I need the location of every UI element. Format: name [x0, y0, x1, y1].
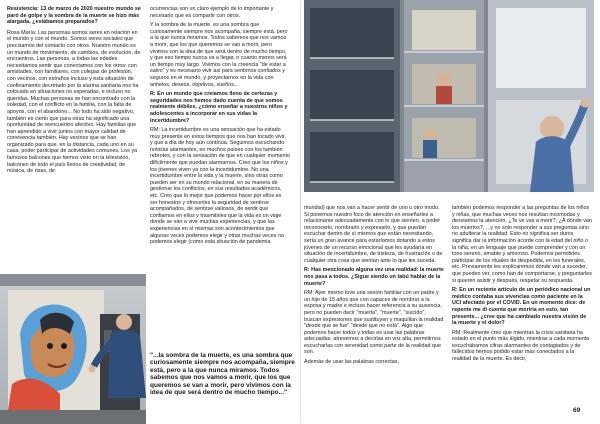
- question-tabu-muerte: R: Has mencionado alguna vez una realidad: la muerte nos pasa a todos. ¿Sigue siendo un tabú hablar de la muerte?: [304, 267, 444, 287]
- left-column-2: [150, 6, 290, 346]
- answer-tabu-muerte: RM: Ayer mismo tuve una sesión familiar con un padre y un hijo de 15 años que con capaces de nombrar a la esposa y madre e incluso hacer referencia a su ausencia, pero no pueden decir "muerta", "muerte", "suicido", buscan expresiones que sustituyen y maquillan la realidad "desde que se fue" "desde que no está". Algo que podemos hacer todos y todas es usar las palabras adecuadas, atrevernos a decirlas en voz alta, permitirnos escucharlas con serenidad como parte de la realidad que son.: [304, 290, 444, 356]
- question-incertidumbre: R: En un mundo que creíamos lleno de certezas y seguridades nos hemos dado cuenta de que somos realmente débiles, ¿cómo enseñar a nuestros niños y adolescentes a incorporar en sus vidas la incertidumbre?: [150, 91, 288, 124]
- paragraph: también podemos responder a las preguntas de los niños y niñas, que muchas veces nos resultan incomodas y desviamos la atención. ¿Te ve vas a morir?, ¿A dónde van los muertos?, ...y no solo responder a sus preguntas sino no adulterar la realidad. Esto no significa ser duros significa dar la información acorde con la edad del niño o la niña, en un lenguaje que puede comprender y con un tono sereno, amable y amoroso. Podemos permitirles participar de los rituales de despedida, en los funerales, etc. Previamente les explicaremos dónde van a suceder, que pueden ver, como han de comportarse, y preguntarles si quieren asistir y después, respetar su respuesta.: [452, 205, 592, 284]
- right-column-1: [304, 205, 444, 417]
- left-column-1: [7, 6, 142, 268]
- paragraph: Además de usar las palabras correctas,: [304, 359, 399, 366]
- paragraph: Y la sombra de la muerte, es una sombra que curiosamente siempre nos acompaña, siempre está, pero a la que nunca miramos. Todos sabemos que nos vamos a morir, que los que queremos se van a morir, pero vivimos con la idea de que será dentro de mucho tiempo, y que eso tiempo nunca va a llegar, o cuanto menos será un tiempo muy largo. Vivimos con la creencia "de estar a salvo" y es necesario vivir así para sentirnos confiados y seguros en el mundo, y proyectarnos en la vida con anhelos, deseos, objetivos, sueños...: [150, 22, 288, 88]
- page-gutter: [300, 0, 301, 424]
- photo-balconies: [304, 0, 594, 192]
- interview-intro-question: Resistencia: 13 de marzo de 2020 nuestro mundo se paró de golpe y la sombra de la muerte se hizo más alargada, ¿estábamos preparados?: [7, 6, 141, 26]
- mural-painter-image: [0, 274, 146, 424]
- balconies-image: [304, 0, 594, 192]
- answer-covid-uci: RM: Realmente creo que mientras la crisis sanitaria ha estado en el punto más álgido, mientras a cada momento escuchábamos cifras alarmantes de contagiados y de fallecidos hemos podido estar más conectados a la realidad de la muerte. Es decir,: [452, 329, 590, 363]
- page-number: 69: [573, 407, 581, 414]
- rosa-maria-answer: Rosa María: Las personas somos seres en relación en el mundo y con el mundo. Somos seres sociales que precisamos del contacto con otros. Nuestro mundo es un mundo de movimiento, de cambios, de evolución, de encuentros. Las personas, a todas las edades necesitamos sentir que conectamos con los otros: con amistades, con familiares, con colegas de profesión, con vecinos, con extraños incluso y esta situación de confinamiento decretado por la alarma sanitaria nos ha colocado en situaciones no esperadas, e incluso no queridas. Muchas personas se han encontrado con la soledad, con el conflicto en la familia, con la falta de apoyos, con el abandono... No todo ha sido negativo, también es cierto que para otras ha significado una oportunidad de reencuentro afectivo. Hay familias que han aprendido a vivir juntos con mayor calidad de convivencia también. Hay vecinos que se han organizado para que, en la distancia, cada uno en su casa, poder participar de actividades comunes. Los ya famosos balcones que hemos visto en la televisión, balcones de todo el país llenos de creatividad, de música, de risas, de: [7, 29, 141, 175]
- paragraph: mundial) que nos van a hacer sentir de uno u otro modo. Si ponemos nuestro foco de atención en enseñarles a relacionarse adecuadamente con lo que sienten, a poder reconocerlo, nombrarlo y expresarlo, y que puedan escuchar dentro de sí mismos que están necesitando, sería un gran avance para estaríamos dotando a estos jóvenes de un recurso emocional que les ayudaría en situación de incertidumbre, de tristeza, de frustración o de cualquier otra cosa que sientan ante lo que les suceda.: [304, 205, 443, 264]
- pull-quote: "...la sombra de la muerte, es una sombra que curiosamente siempre nos acompaña, siempre está, pero a la que nunca miramos. Todos sabemos que nos vamos a morir, que los que queremos se van a morir, pero vivimos con la idea de que será dentro de mucho tiempo...": [150, 352, 295, 397]
- question-covid-uci: R: En un reciente artículo de un periódico nacional un médico contaba sus vivencias como paciente en la UCI afectado por el COVID. En un momento dice: de repente me di cuenta que moriría en esto, tan presente... ¿cree que ha cambiado nuestra visión de la muerte y el dolor?: [452, 287, 591, 327]
- answer-incertidumbre: RM: La incertidumbre es una sensación que ha estado muy presente en estos tiempos que nos han tocado vivir, y que a día de hoy aún continúa. Seguimos escuchando noticias alarmantes, en muchos países con los también rebrotes, y con la sensación de que en cualquier momento difícilmente que puedan alarmarnos. Creo que los niños y los jóvenes viven ya con la incertidumbre. No una incertidumbre entre la vida y la muerte, sino otras como pueden ser en su mundo relacional, en su manera de gestionar los conflictos, en sus resultados académicos, etc. Creo que lo mejor que podemos hacer por ellos es ser honestos y ofrecerles la seguridad de sentirse acompañados, de sentirse valiosos, de sentir que confiamos en ellos y trasmitirles que la vida es un viaje donde se van a vivir muchas experiencias, y que las experiencias en sí mismas son acontecimientos que algunas veces podemos elegir y otras muchas veces no podemos elegir (como esta situación de pandemia: [150, 127, 290, 246]
- right-column-2: [452, 205, 592, 405]
- paragraph: ocurrencias son un claro ejemplo de lo importante y necesario que es compartir con otros.: [150, 6, 274, 19]
- photo-mural-painter: [0, 274, 146, 424]
